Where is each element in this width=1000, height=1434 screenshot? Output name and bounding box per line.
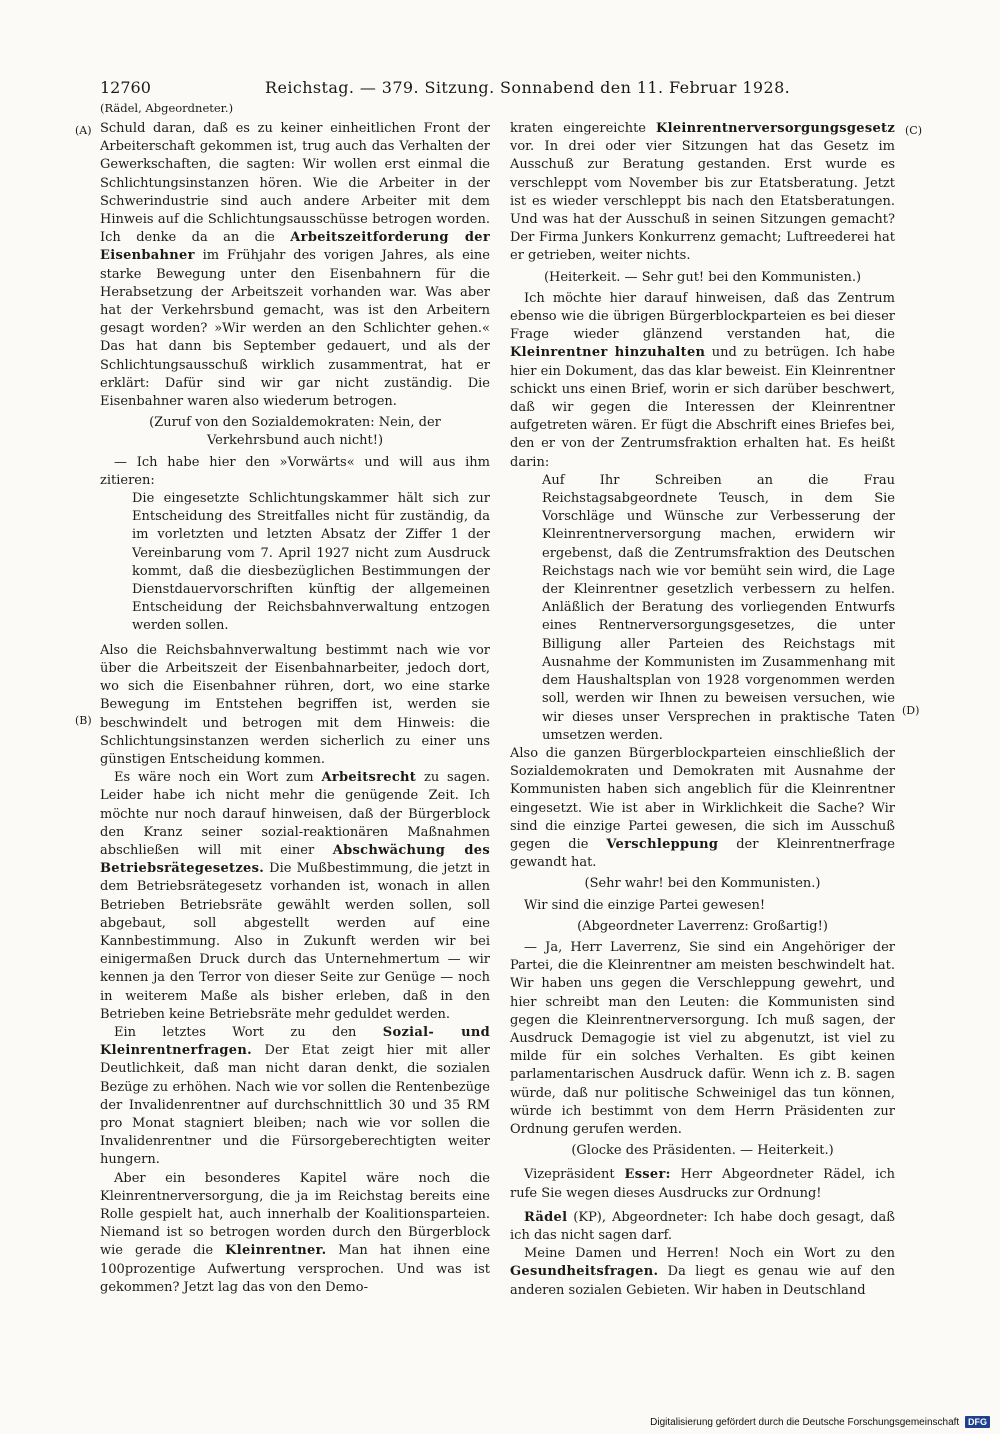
paragraph: Aber ein besonderes Kapitel wäre noch die Kleinrentnerversorgung, die ja im Reichstag bereits eine Rolle gespielt hat, auch innerhalb der Koalitionsparteien. Niemand ist so betrogen worden durch den Bürgerblock wie gerade die Kleinrentner. Man hat ihnen eine 100prozentige Aufwertung versprochen. Und was ist gekommen? Jetzt lag das von den Demo-	[100, 1170, 490, 1295]
interjection: (Sehr wahr! bei den Kommunisten.)	[584, 876, 821, 892]
paragraph: Vizepräsident Esser: Herr Abgeordneter Rädel, ich rufe Sie wegen dieses Ausdrucks zur Ordnung!	[510, 1167, 895, 1201]
interjection: (Abgeordneter Laverrenz: Großartig!)	[577, 918, 828, 934]
paragraph: Schuld daran, daß es zu keiner einheitlichen Front der Arbeiterschaft gekommen ist, trug auch das Verhalten der Gewerkschaften, die sagten: Wir wollen erst einmal die Schlichtungsinstanzen hören. Wie die Arbeiter in der Schwerindustrie sind auch andere Arbeiter mit dem Hinweis auf die Schlichtungsausschüsse betrogen worden. Ich denke da an die Arbeitszeitforderung der Eisenbahner im Frühjahr des vorigen Jahres, als eine starke Bewegung unter den Eisenbahnern für die Herabsetzung der Arbeitszeit vorhanden war. Was aber hat der Verkehrsbund gemacht, was ist den Arbeitern gesagt worden? »Wir werden an den Schlichter gehen.« Das hat dann bis September gedauert, und als der Schlichtungsausschuß wirklich zusammentrat, hat er erklärt: Dafür sind wir gar nicht zuständig. Die Eisenbahner waren also wiederum betrogen.	[100, 121, 491, 410]
interjection: (Heiterkeit. — Sehr gut! bei den Kommunisten.)	[543, 269, 862, 285]
margin-mark-c: (C)	[905, 124, 922, 137]
paragraph: Meine Damen und Herren! Noch ein Wort zu den Gesundheitsfragen. Da liegt es genau wie auf den anderen sozialen Gebieten. Wir haben in Deutschland	[510, 1246, 895, 1298]
interjection: (Zuruf von den Sozialdemokraten: Nein, der Verkehrsbund auch nicht!)	[149, 415, 441, 449]
margin-mark-a: (A)	[75, 124, 92, 137]
block-quote: Die eingesetzte Schlichtungskammer hält sich zur Entscheidung des Streitfalles nicht für zuständig, da im vorletzten und letzten Absatz der Ziffer 1 der Vereinbarung vom 7. April 1927 nicht zum Ausdruck kommt, daß die diesbezüglichen Bestimmungen der Dienstdauervorschriften künftig der allgemeinen Entscheidung der Reichsbahnverwaltung entzogen werden sollen.	[132, 491, 490, 634]
left-column	[100, 120, 490, 1297]
running-title: Reichstag. — 379. Sitzung. Sonnabend den 11. Februar 1928.	[265, 78, 791, 97]
paragraph: Es wäre noch ein Wort zum Arbeitsrecht zu sagen. Leider habe ich nicht mehr die genügende Zeit. Ich möchte nur noch darauf hinweisen, daß der Bürgerblock den Kranz seiner sozial-reaktionären Maßnahmen abschließen will mit einer Abschwächung des Betriebsrätegesetzes. Die Mußbestimmung, die jetzt in dem Betriebsrätegesetz vorhanden ist, wonach in allen Betrieben Betriebsräte gewählt werden sollen, soll abgebaut, soll abgestellt werden auf eine Kannbestimmung. Also in Zukunft werden wir bei einigermaßen Druck durch das Unternehmertum — wir kennen ja den Terror von dieser Seite zur Genüge — noch in weiterem Maße als bisher erleben, daß in den Betrieben keine Betriebsräte mehr geduldet werden.	[100, 770, 490, 1022]
paragraph: Wir sind die einzige Partei gewesen!	[524, 897, 766, 913]
paragraph: kraten eingereichte Kleinrentnerversorgungsgesetz vor. In drei oder vier Sitzungen hat das Gesetz im Ausschuß zur Beratung gestanden. Erst wurde es verschleppt vom November bis zur Etatsberatung. Jetzt ist es wieder verschleppt bis nach den Etatsberatungen. Und was hat der Ausschuß in seinen Sitzungen gemacht? Der Firma Junkers Konkurrenz gemacht; Luftreederei hat er getrieben, weiter nichts.	[510, 121, 895, 264]
margin-mark-b: (B)	[75, 714, 92, 727]
page-header	[100, 76, 895, 100]
interjection: (Glocke des Präsidenten. — Heiterkeit.)	[571, 1143, 834, 1159]
footer-text: Digitalisierung gefördert durch die Deutsche Forschungsgemeinschaft	[650, 1417, 960, 1428]
paragraph: Also die Reichsbahnverwaltung bestimmt nach wie vor über die Arbeitszeit der Eisenbahnarbeiter, jedoch dort, wo sich die Eisenbahner rühren, dort, wo eine starke Bewegung im Entstehen begriffen ist, werden sie beschwindelt und betrogen mit dem Hinweis: die Schlichtungsinstanzen werden sicherlich zu einer uns günstigen Entscheidung kommen.	[100, 642, 490, 767]
paragraph: — Ich habe hier den »Vorwärts« und will aus ihm zitieren:	[100, 454, 490, 488]
paragraph: — Ja, Herr Laverrenz, Sie sind ein Angehöriger der Partei, die die Kleinrentner am meisten beschwindelt hat. Wir haben uns gegen die Verschleppung gewehrt, und hier schreibt man den Leuten: die Kommunisten sind gegen die Kleinrentnerversorgung. Ich muß sagen, der Ausdruck Demagogie ist viel zu abgenutzt, ist viel zu milde für ein solches Verhalten. Es gibt keinen parlamentarischen Ausdruck dafür. Wenn ich z. B. sagen würde, daß nur politische Schweinigel das tun können, würde ich bestimmt von dem Herrn Präsidenten zur Ordnung gerufen werden.	[510, 939, 895, 1137]
page-number: 12760	[100, 78, 151, 97]
margin-mark-d: (D)	[902, 704, 920, 717]
paragraph: Also die ganzen Bürgerblockparteien einschließlich der Sozialdemokraten und Demokraten mit Ausnahme der Kommunisten haben sich angeblich für die Kleinrentner eingesetzt. Wie ist aber in Wirklichkeit die Sache? Wir sind die einzige Partei gewesen, die sich im Ausschuß gegen die Verschleppung der Kleinrentnerfrage gewandt hat.	[510, 745, 895, 871]
speaker-continuation: (Rädel, Abgeordneter.)	[100, 101, 234, 115]
paragraph: Rädel (KP), Abgeordneter: Ich habe doch gesagt, daß ich das nicht sagen darf.	[510, 1209, 895, 1243]
right-column	[510, 120, 895, 1300]
paragraph: Ich möchte hier darauf hinweisen, daß das Zentrum ebenso wie die übrigen Bürgerblockparteien es bei dieser Frage wieder glänzend verstanden hat, die Kleinrentner hinzuhalten und zu betrügen. Ich habe hier ein Dokument, das das klar beweist. Ein Kleinrentner schickt uns einen Brief, worin er sich darüber beschwert, daß wir gegen die Interessen der Kleinrentner aufgetreten wären. Er fügt die Abschrift eines Briefes bei, den er von der Zentrumsfraktion erhalten hat. Es heißt darin:	[510, 290, 895, 470]
footer-credit	[650, 1416, 990, 1428]
block-quote: Auf Ihr Schreiben an die Frau Reichstagsabgeordnete Teusch, in dem Sie Vorschläge und Wünsche zur Verbesserung der Kleinrentnerversorgung machen, erwidern wir ergebenst, daß die Zentrumsfraktion des Deutschen Reichstags nach wie vor bemüht sein wird, die Lage der Kleinrentner gesetzlich verbessern zu helfen. Anläßlich der Beratung des vorliegenden Entwurfs eines Rentnerversorgungsgesetzes, die unter Billigung aller Parteien des Reichstags mit Ausnahme der Kommunisten im Zusammenhang mit dem Haushaltsplan von 1928 vorgenommen werden soll, werden wir Ihnen zu beweisen versuchen, wie wir dieses unser Versprechen in praktische Taten umsetzen werden.	[542, 472, 895, 743]
dfg-logo: DFG	[965, 1416, 990, 1428]
paragraph: Ein letztes Wort zu den Sozial- und Kleinrentnerfragen. Der Etat zeigt hier mit aller Deutlichkeit, daß man nicht daran denkt, die sozialen Bezüge zu erhöhen. Nach wie vor sollen die Rentenbezüge der Invalidenrentner auf durchschnittlich 30 und 35 RM pro Monat stagniert bleiben; nach wie vor sollen die Invalidenrentner und die Fürsorgeberechtigten weiter hungern.	[100, 1024, 490, 1168]
